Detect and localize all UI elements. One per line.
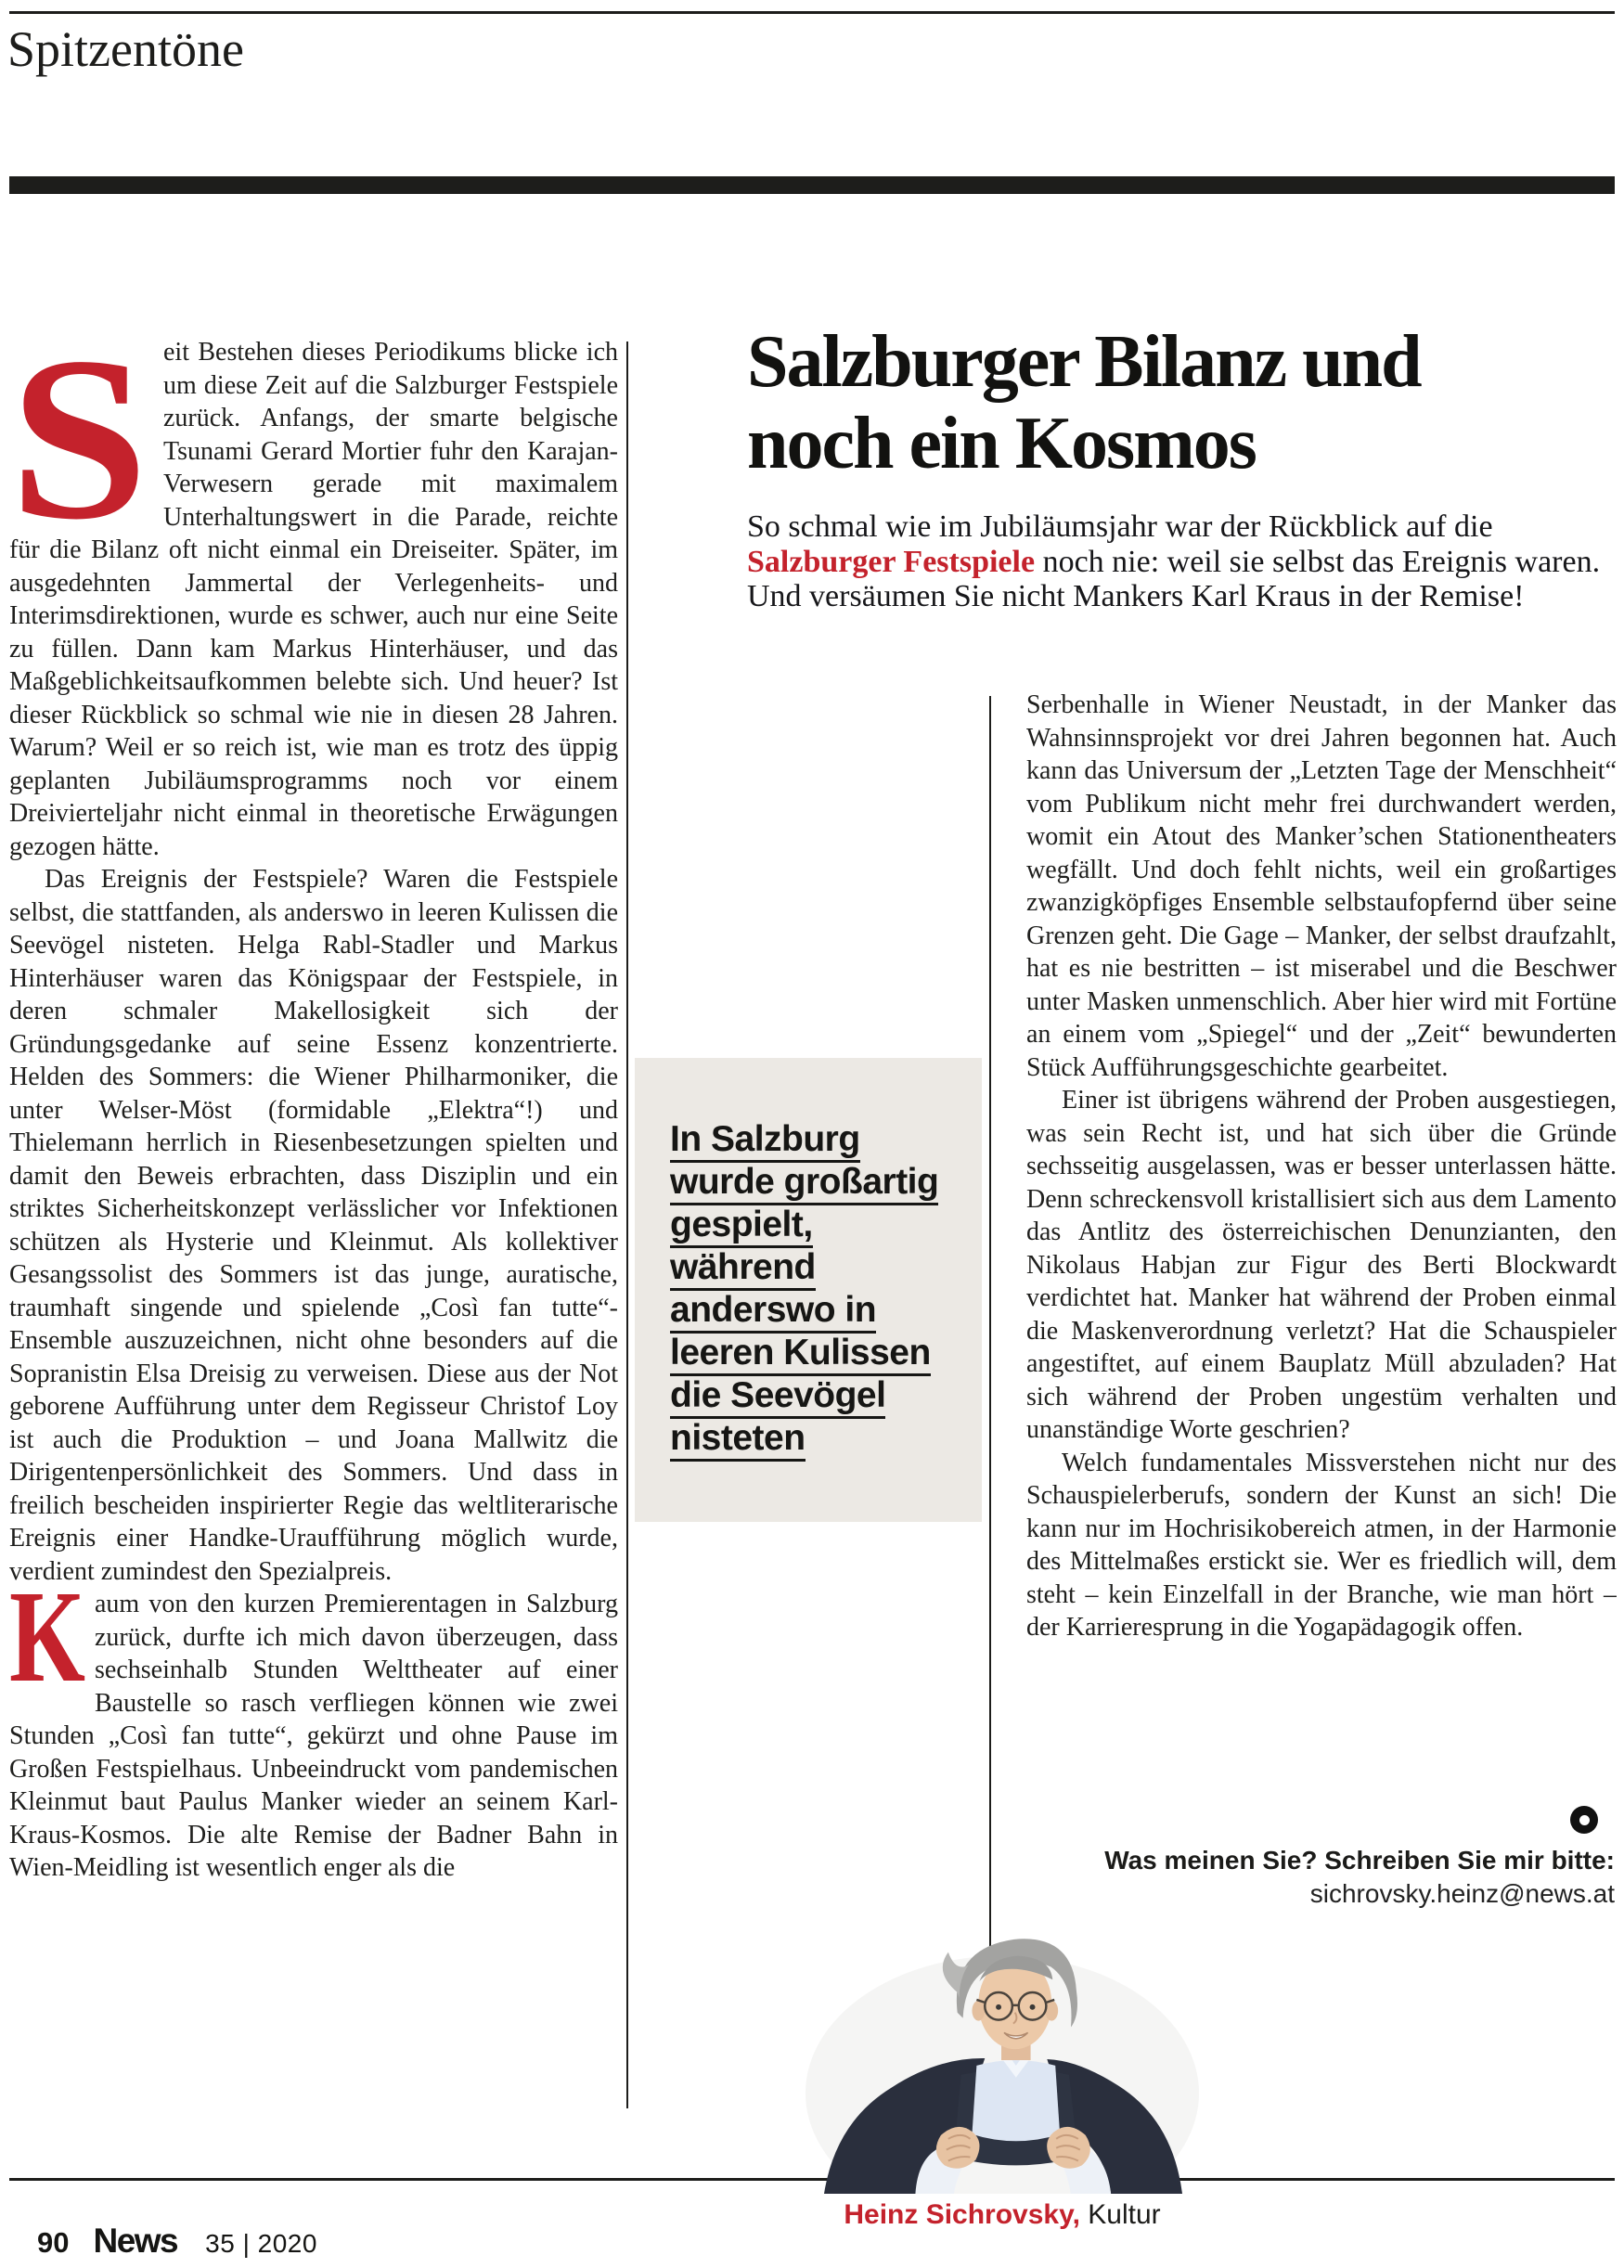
author-photo [784,1928,1220,2194]
photo-caption [747,2199,1257,2231]
body-paragraph-5: Einer ist übrigens während der Proben ausgestiegen, was sein Recht ist, und hat sich über die Gründe sechsseitig ausgelassen, was er besser unterlassen hätte. Denn schreckensvoll kristallisiert sich aus dem Lamento das Antlitz des österreichischen Denunzianten, den Nikolaus Habjan zur Figur des Berti Blockwardt verdichtet hat. Manker hat während der Proben einmal die Maskenverordnung verletzt? Hat die Schauspieler angestiftet, auf einem Bauplatz Müll abzuladen? Hat sich während der Proben ungestüm verhalten und unanständige Worte geschrien? [1026,1086,1617,1444]
magazine-logo: News [93,2222,178,2260]
pull-quote-line: die Seevögel [670,1379,885,1419]
issue-number: 35 | 2020 [205,2229,317,2258]
body-paragraph-3 [9,1563,618,1885]
pull-quote [635,1058,982,1464]
left-column [9,336,618,2113]
caption-role: Kultur [1088,2199,1161,2230]
pull-quote-line: leeren Kulissen [670,1336,931,1376]
author-photo-illustration [784,1928,1220,2194]
top-rule [9,11,1615,14]
page-number: 90 [37,2226,70,2259]
caption-name: Heinz Sichrovsky, [844,2199,1080,2230]
pull-quote-line: nisteten [670,1422,806,1462]
drop-cap-k-letter: K [9,1563,85,1709]
drop-cap-s-letter: S [9,336,148,568]
body-paragraph-1-text: eit Bestehen dieses Periodikums blicke ich um diese Zeit auf die Salzburger Festspiele zurück. Anfangs, der smarte belgische Tsunami Gerard Mortier fuhr den Karajan-Verwesern gerade mit maximalem Unterhaltungswert in die Parade, reichte für die Bilanz oft nicht einmal ein Dreiseiter. Später, im ausgedehnten Jammertal der Verlegenheits- und Interimsdirektionen, wurde es schwer, auch nur eine Seite zu füllen. Dann kam Markus Hinterhäuser, und das Maßgeblichkeitsaufkommen belebte sich. Und heuer? Ist dieser Rückblick so schmal wie nie in diesen 28 Jahren. Warum? Weil er so reich ist, wie man es trotz des üppig geplanten Jubiläumsprogramms noch vor einem Dreivierteljahr nicht einmal in theoretische Erwägungen gezogen hätte. [9,338,618,861]
section-bar [9,176,1615,194]
lead-text-post: noch nie: weil sie selbst das Ereignis waren. Und versäumen Sie nicht Mankers Karl Kraus in der Remise! [747,544,1601,613]
lead-highlight: Salzburger Festspiele [747,544,1036,579]
record-icon-hole [1579,1815,1590,1825]
pull-quote-line: wurde großartig [670,1166,938,1205]
body-paragraph-1 [9,336,618,863]
body-paragraph-6: Welch fundamentales Missverstehen nicht nur des Schauspielerberufs, sondern der Kunst an sich! Die kann nur im Hochrisikobereich atmen, in der Harmonie des Mittelmaßes erstickt sie. Wer es friedlich will, dem steht – kein Einzelfall in der Branche, wie man hört – der Karrieresprung in die Yogapädagogik offen. [1026,1448,1617,1642]
contact-prompt: Was meinen Sie? Schreiben Sie mir bitte: [1104,1846,1615,1875]
drop-cap-s [9,336,156,568]
page-footer [37,2222,317,2261]
pull-quote-line: In Salzburg [670,1123,860,1163]
pull-quote-box [635,1058,982,1522]
column-divider-left [626,341,628,2108]
body-paragraph-4: Serbenhalle in Wiener Neustadt, in der Manker das Wahnsinnsprojekt vor drei Jahren begonnen hat. Auch kann das Universum der „Letzten Tage der Menschheit“ vom Publikum nicht mehr frei durchwandert werden, womit ein Atout des Manker’schen Stationentheaters wegfällt. Und doch fehlt nichts, weil ein großartiges zwanzigköpfiges Ensemble selbstaufopfernd über seine Grenzen geht. Die Gage – Manker, der selbst draufzahlt, hat es nie bestritten – ist miserabel und die Beschwer unter Masken unmenschlich. Aber hier wird mit Fortüne an einem vom „Spiegel“ und der „Zeit“ bewunderten Stück Aufführungsgeschichte gearbeitet. [1026,690,1617,1082]
lead-paragraph [747,509,1615,614]
headline-line-2: noch ein Kosmos [747,403,1256,484]
body-paragraph-2: Das Ereignis der Festspiele? Waren die Festspiele selbst, die stattfanden, als anderswo in leeren Kulissen die Seevögel nisteten. Helga Rabl-Stadler und Markus Hinterhäuser waren das Königspaar der Festspiele, in deren schmaler Makellosigkeit sich der Gründungsgedanke auf seine Essenz konzentrierte. Helden des Sommers: die Wiener Philharmoniker, die unter Welser-Möst (formidable „Elektra“!) und Thielemann herrlich in Riesenbesetzungen spielten und damit den Beweis erbrachten, dass Disziplin und ein striktes Sicherheitskonzept verlässlicher vor Infektionen schützen als Hysterie und Kleinmut. Als kollektiver Gesangssolist des Sommers ist das junge, auratische, traumhaft singende und spielende „Così fan tutte“-Ensemble auszuzeichnen, nicht ohne besonders auf die Sopranistin Elsa Dreisig zu verweisen. Diese aus der Not geborene Aufführung unter dem Regisseur Christof Loy ist auch die Produktion – und Joana Mallwitz die Dirigentenpersönlichkeit des Sommers. Und dass in freilich bescheiden inspirierter Regie das weltliterarische Ereignis einer Handke-Uraufführung möglich wurde, verdient zumindest den Spezialpreis. [9,865,618,1586]
lead-text-pre: So schmal wie im Jubiläumsjahr war der Rückblick auf die [747,509,1493,544]
drop-cap-k [9,1563,87,1709]
pull-quote-line: gespielt, [670,1208,813,1248]
headline-line-1: Salzburger Bilanz und [747,321,1421,403]
column-kicker: Spitzentöne [7,21,244,77]
contact-block [928,1845,1615,1912]
pull-quote-line: während [670,1251,816,1291]
pull-quote-line: anderswo in [670,1294,876,1334]
article-headline [747,321,1619,484]
contact-email-link[interactable]: sichrovsky.heinz@news.at [1309,1879,1615,1908]
record-icon [1570,1806,1598,1834]
body-paragraph-3-text: aum von den kurzen Premierentagen in Salzburg zurück, durfte ich mich davon überzeugen, dass sechseinhalb Stunden Welttheater auf einer Baustelle so rasch verfliegen können wie zwei Stunden „Così fan tutte“, gekürzt und ohne Pause im Großen Festspielhaus. Unbeeindruckt vom pandemischen Kleinmut baut Paulus Manker wieder an seinem Karl-Kraus-Kosmos. Die alte Remise der Badner Bahn in Wien-Meidling ist wesentlich enger als die [9,1590,618,1882]
right-column [1026,689,1617,1765]
shirt [972,2053,1060,2141]
